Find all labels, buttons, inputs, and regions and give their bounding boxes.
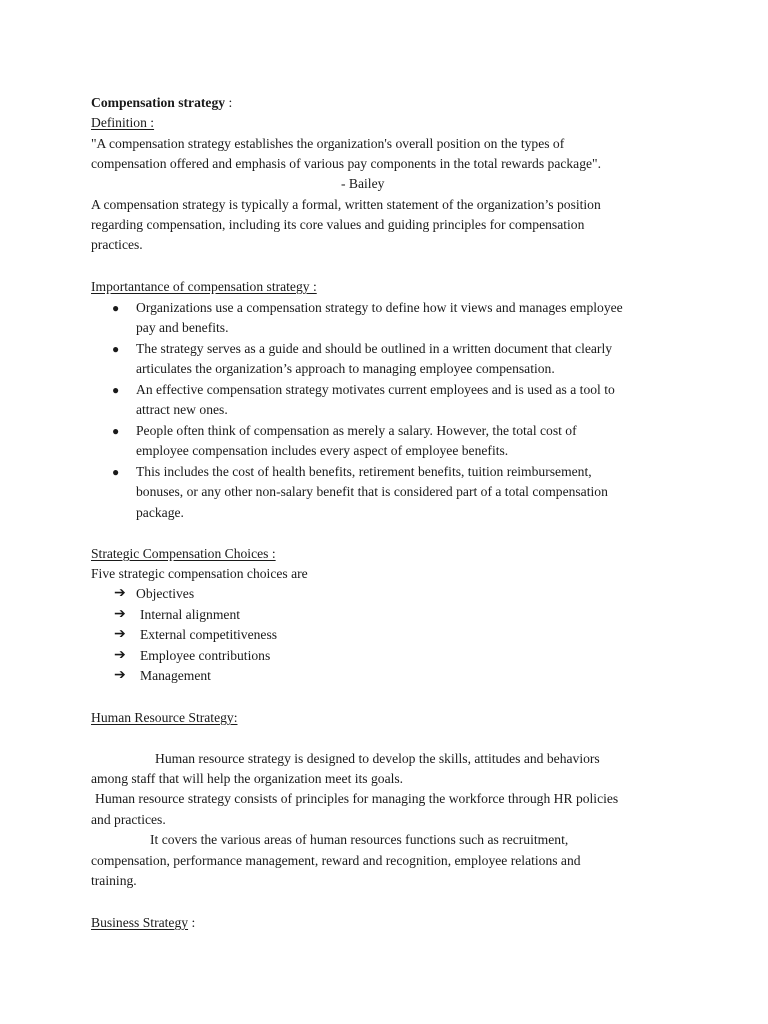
list-item: Internal alignment	[140, 607, 241, 622]
section-heading-importance: Importantance of compensation strategy :	[91, 279, 317, 294]
paragraph-line: among staff that will help the organization meet its goals.	[91, 771, 404, 786]
bullet-icon: ●	[112, 383, 120, 397]
section-heading-business	[91, 913, 195, 933]
list-item-line: Organizations use a compensation strategy to define how it views and manages employee	[136, 300, 623, 315]
quote-attribution: - Bailey	[341, 176, 385, 191]
list-item-line: pay and benefits.	[136, 320, 229, 335]
paragraph-line: and practices.	[91, 812, 166, 827]
section-heading-compensation-strategy	[91, 93, 232, 113]
paragraph-line: regarding compensation, including its core values and guiding principles for compensation	[91, 217, 585, 232]
list-item-line: articulates the organization’s approach to managing employee compensation.	[136, 361, 555, 376]
arrow-icon: ➔	[114, 668, 126, 683]
list-item-line: attract new ones.	[136, 402, 228, 417]
list-item-line: bonuses, or any other non-salary benefit that is considered part of a total compensation	[136, 484, 608, 499]
paragraph-line: Human resource strategy consists of principles for managing the workforce through HR policies	[95, 791, 619, 806]
section-heading-hr: Human Resource Strategy:	[91, 710, 238, 725]
paragraph-line: It covers the various areas of human resources functions such as recruitment,	[150, 832, 569, 847]
bullet-icon: ●	[112, 465, 120, 479]
paragraph-line: compensation, performance management, reward and recognition, employee relations and	[91, 853, 581, 868]
heading-text: Business Strategy	[91, 915, 189, 930]
list-item: Management	[140, 668, 211, 683]
quote-line: "A compensation strategy establishes the organization's overall position on the types of	[91, 136, 565, 151]
paragraph-line: practices.	[91, 237, 143, 252]
bullet-icon: ●	[112, 424, 120, 438]
heading-colon: :	[188, 915, 196, 930]
paragraph-line: A compensation strategy is typically a formal, written statement of the organization’s position	[91, 197, 601, 212]
list-item-line: An effective compensation strategy motivates current employees and is used as a tool to	[136, 382, 615, 397]
choices-intro: Five strategic compensation choices are	[91, 566, 308, 581]
list-item-line: package.	[136, 505, 184, 520]
heading-colon: :	[225, 95, 233, 110]
bullet-icon: ●	[112, 342, 120, 356]
list-item-line: This includes the cost of health benefits, retirement benefits, tuition reimbursement,	[136, 464, 592, 479]
list-item-line: The strategy serves as a guide and should be outlined in a written document that clearly	[136, 341, 613, 356]
list-item: External competitiveness	[140, 627, 278, 642]
arrow-icon: ➔	[114, 627, 126, 642]
arrow-icon: ➔	[114, 648, 126, 663]
paragraph-line: Human resource strategy is designed to develop the skills, attitudes and behaviors	[155, 751, 600, 766]
paragraph-line: training.	[91, 873, 137, 888]
heading-text: Compensation strategy	[91, 95, 226, 110]
arrow-icon: ➔	[114, 607, 126, 622]
list-item-line: employee compensation includes every aspect of employee benefits.	[136, 443, 509, 458]
definition-label: Definition :	[91, 115, 155, 130]
list-item: Employee contributions	[140, 648, 271, 663]
list-item: Objectives	[136, 586, 195, 601]
quote-line: compensation offered and emphasis of various pay components in the total rewards package".	[91, 156, 601, 171]
list-item-line: People often think of compensation as merely a salary. However, the total cost of	[136, 423, 577, 438]
section-heading-choices: Strategic Compensation Choices :	[91, 546, 276, 561]
arrow-icon: ➔	[114, 586, 126, 601]
bullet-icon: ●	[112, 301, 120, 315]
